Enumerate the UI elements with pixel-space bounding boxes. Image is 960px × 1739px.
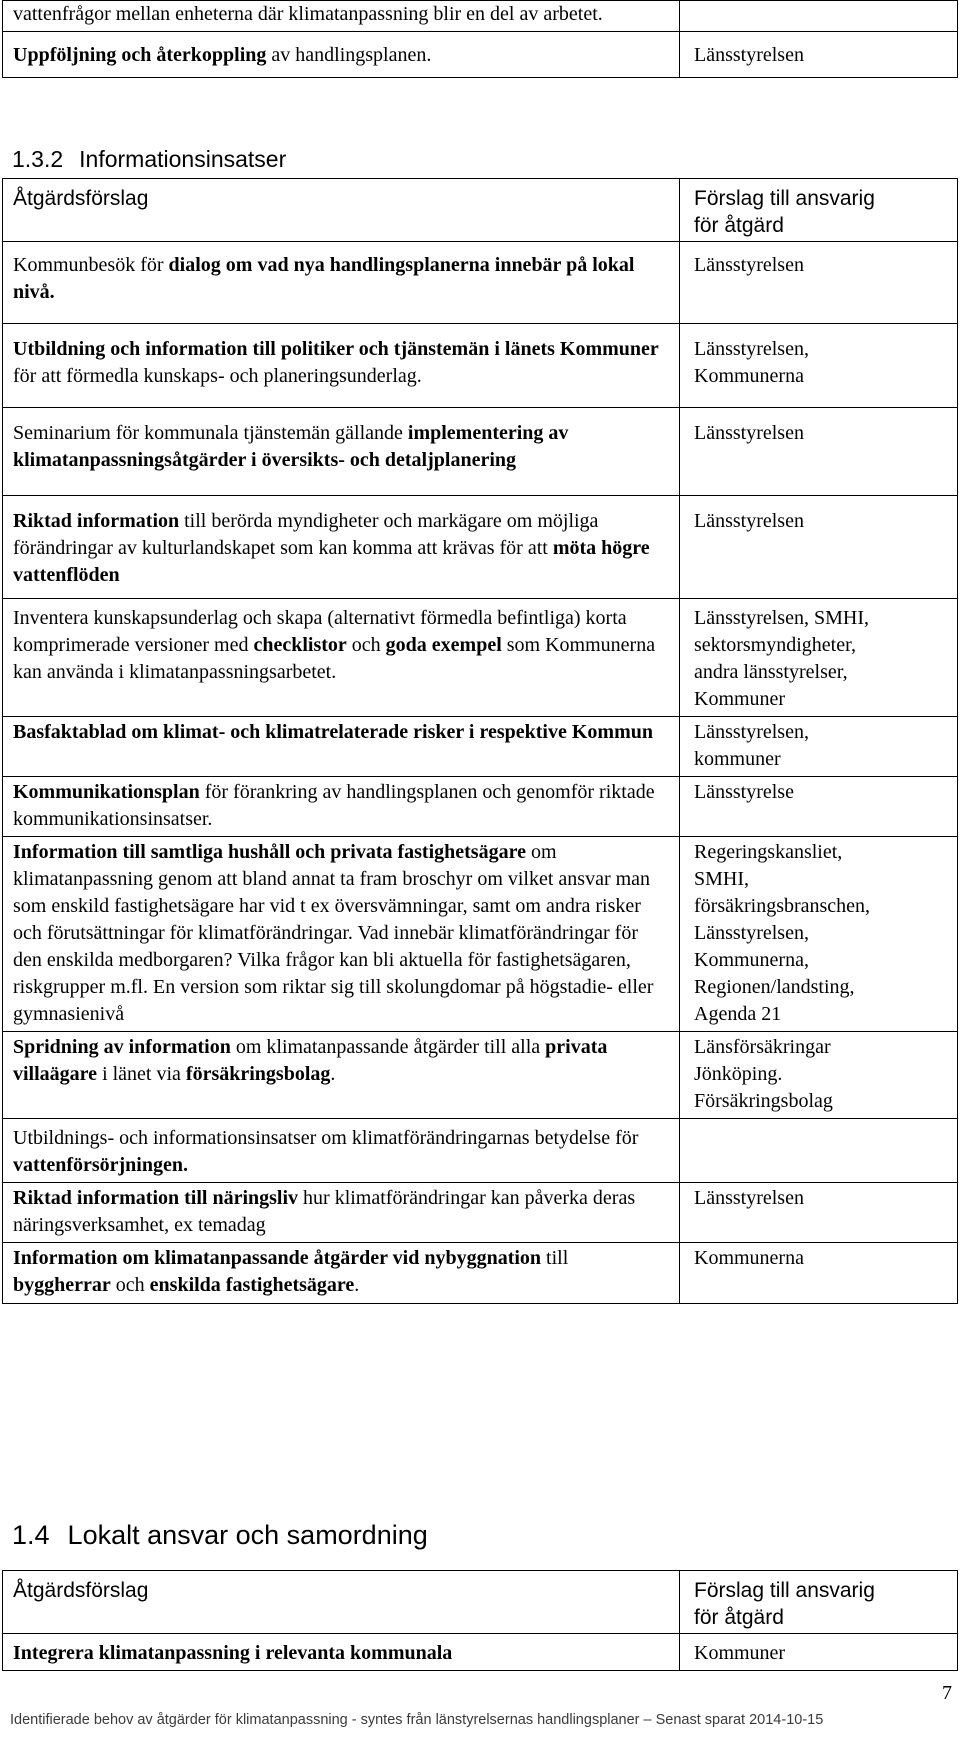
table-row: Integrera klimatanpassning i relevanta kommunala Kommuner <box>3 1634 958 1671</box>
table-row: Riktad information till berörda myndigheter och markägare om möjliga förändringar av kulturlandskapet som kan komma att krävas för att möta högre vattenflöden Länsstyrelsen <box>3 496 958 599</box>
top-row1-text: vattenfrågor mellan enheterna där klimatanpassning blir en del av arbetet. <box>13 3 603 25</box>
table-row: Kommunikationsplan för förankring av handlingsplanen och genomför riktade kommunikationsinsatser. Länsstyrelse <box>3 777 958 837</box>
section-heading-132: 1.3.2 Informationsinsatser <box>12 146 287 172</box>
table-row: Information till samtliga hushåll och privata fastighetsägare om klimatanpassning genom att bland annat ta fram broschyr om vilket ansvar man som enskild fastighetsägare har vid t ex översvämningar, samt om andra risker och förutsättningar för klimatförändringar. Vad innebär klimatförändringar för den enskilda medborgaren? Vilka frågor kan bli aktuella för fastighetsägaren, riskgrupper m.fl. En version som riktar sig till skolungdomar på högstadie- eller gymnasienivå Regeringskansliet, SMHI, försäkringsbranschen, Länsstyrelsen, Kommunerna, Regionen/landsting, Agenda 21 <box>3 837 958 1032</box>
page-footer: Identifierade behov av åtgärder för klimatanpassning - syntes från länstyrelsernas handlingsplaner – Senast sparat 2014-10-15 <box>10 1712 824 1728</box>
top-row1-action <box>3 1 680 32</box>
table-row: Information om klimatanpassande åtgärder vid nybyggnation till byggherrar och enskilda fastighetsägare. Kommunerna <box>3 1243 958 1304</box>
table-header-row <box>3 179 958 242</box>
actions-table-132 <box>2 178 958 1304</box>
header-actions: Åtgärdsförslag <box>13 187 149 210</box>
top-row1-resp <box>680 1 958 32</box>
table-row: Utbildnings- och informationsinsatser om klimatförändringarnas betydelse för vattenförsörjningen. <box>3 1119 958 1183</box>
header-responsible: Förslag till ansvarig för åtgärd <box>694 187 875 237</box>
header-responsible-14: Förslag till ansvarig för åtgärd <box>694 1579 875 1629</box>
top-row2-resp: Länsstyrelsen <box>680 32 958 78</box>
top-row2-bold: Uppföljning och återkoppling <box>13 44 267 66</box>
table-row: Utbildning och information till politiker och tjänstemän i länets Kommuner för att förmedla kunskaps- och planeringsunderlag. Länsstyrelsen, Kommunerna <box>3 324 958 408</box>
table-row: Kommunbesök för dialog om vad nya handlingsplanerna innebär på lokal nivå. Länsstyrelsen <box>3 242 958 324</box>
header-actions-14: Åtgärdsförslag <box>13 1579 149 1602</box>
table-row: Inventera kunskapsunderlag och skapa (alternativt förmedla befintliga) korta komprimerade versioner med checklistor och goda exempel som Kommunerna kan använda i klimatanpassningsarbetet. Länsstyrelsen, SMHI, sektorsmyndigheter, andra länsstyrelser, Kommuner <box>3 599 958 717</box>
actions-table-14 <box>2 1570 958 1671</box>
section-heading-14: 1.4 Lokalt ansvar och samordning <box>12 1520 428 1550</box>
top-table <box>2 0 958 78</box>
top-row2-action: Uppföljning och återkoppling av handlingsplanen. <box>3 32 680 78</box>
page-number: 7 <box>942 1682 952 1704</box>
table-row: Seminarium för kommunala tjänstemän gällande implementering av klimatanpassningsåtgärder i översikts- och detaljplanering Länsstyrelsen <box>3 408 958 496</box>
table-row: Riktad information till näringsliv hur klimatförändringar kan påverka deras näringsverksamhet, ex temadag Länsstyrelsen <box>3 1183 958 1243</box>
table-header-row <box>3 1571 958 1634</box>
table-row: Spridning av information om klimatanpassande åtgärder till alla privata villaägare i länet via försäkringsbolag. Länsförsäkringar Jönköping. Försäkringsbolag <box>3 1032 958 1119</box>
table-row: Basfaktablad om klimat- och klimatrelaterade risker i respektive Kommun Länsstyrelsen, kommuner <box>3 717 958 777</box>
